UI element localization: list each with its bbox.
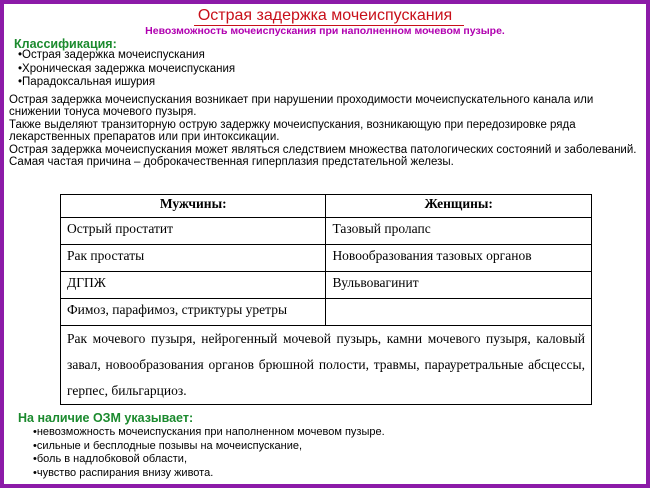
classification-item: •Острая задержка мочеиспускания: [18, 49, 205, 61]
ozm-item: •сильные и бесплодные позывы на мочеиспускание,: [33, 439, 303, 452]
table-cell: Вульвовагинит: [326, 272, 592, 299]
ozm-item: •чувство распирания внизу живота.: [33, 466, 214, 479]
description-text: [9, 94, 641, 168]
ozm-heading: На наличие ОЗМ указывает:: [18, 411, 194, 425]
table-header-row: [61, 195, 592, 218]
table-cell: [326, 299, 592, 326]
header-men: Мужчины:: [61, 195, 326, 218]
table-row: [61, 299, 592, 326]
paragraph-common-cause: Самая частая причина – доброкачественная гиперплазия предстательной железы.: [9, 156, 454, 169]
table-row: [61, 218, 592, 245]
paragraph-consequence: Острая задержка мочеиспускания может являться следствием множества патологических состояний и заболеваний.: [9, 143, 637, 156]
table-row: [61, 245, 592, 272]
classification-item: •Парадоксальная ишурия: [18, 76, 156, 88]
paragraph-cause: Острая задержка мочеиспускания возникает при нарушении проходимости мочеиспускательного канала или снижении тонуса мочевого пузыря.: [9, 94, 594, 119]
classification-heading: Классификация:: [14, 37, 117, 51]
ozm-item: •невозможность мочеиспускания при наполненном мочевом пузыре.: [33, 426, 385, 438]
header-women: Женщины:: [326, 195, 592, 218]
table-cell-common: Рак мочевого пузыря, нейрогенный мочевой пузырь, камни мочевого пузыря, каловый завал, новообразования органов брюшной полости, травмы, парауретральные абсцессы, герпес, бильгарциоз.: [61, 326, 592, 405]
ozm-list: [33, 426, 385, 480]
slide-subtitle: Невозможность мочеиспускания при наполненном мочевом пузыре.: [145, 25, 505, 37]
slide-title: Острая задержка мочеиспускания: [197, 7, 453, 24]
table-row: [61, 272, 592, 299]
table-cell: Рак простаты: [61, 245, 326, 272]
table-row-common: [61, 326, 592, 405]
table-cell: Фимоз, парафимоз, стриктуры уретры: [61, 299, 326, 326]
paragraph-transient: Также выделяют транзиторную острую задержку мочеиспускания, возникающую при передозировке ряда лекарственных препаратов или при интоксикации.: [9, 118, 576, 144]
table-cell: Тазовый пролапс: [326, 218, 592, 245]
classification-list: [18, 49, 235, 90]
ozm-item: •боль в надлобковой области,: [33, 453, 187, 465]
table-cell: Новообразования тазовых органов: [326, 245, 592, 272]
table-cell: ДГПЖ: [61, 272, 326, 299]
table-cell: Острый простатит: [61, 218, 326, 245]
causes-table: [60, 194, 592, 405]
classification-item: •Хроническая задержка мочеиспускания: [18, 62, 236, 75]
